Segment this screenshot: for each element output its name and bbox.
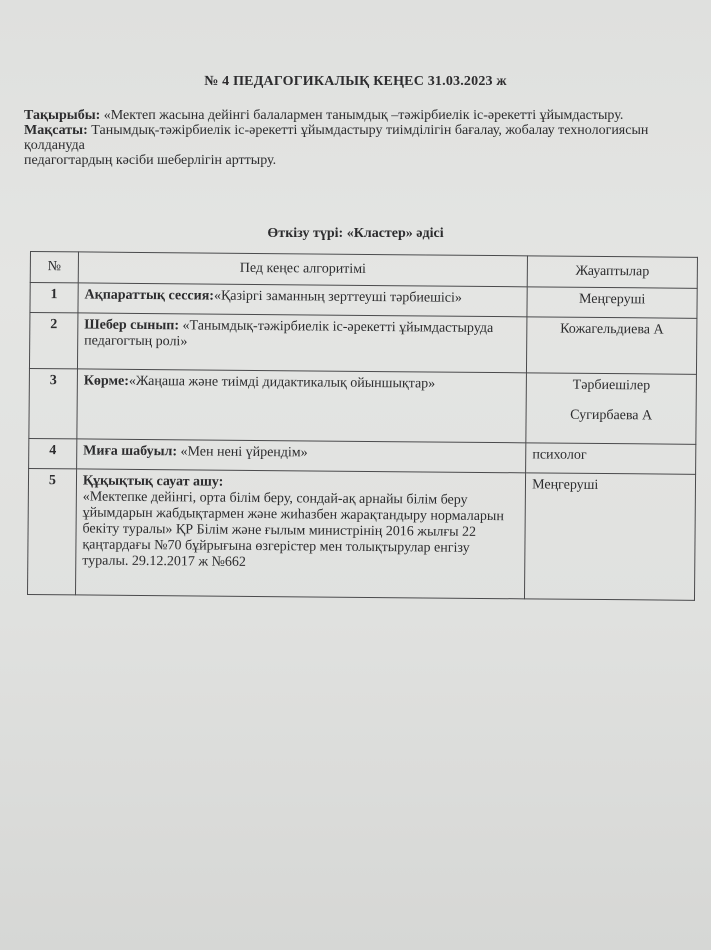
row-responsible	[526, 373, 696, 444]
row-number: 4	[29, 438, 77, 468]
document-title: № 4 ПЕДАГОГИКАЛЫҚ КЕҢЕС 31.03.2023 ж	[204, 74, 507, 89]
row-text: «Мектепке дейінгі, орта білім беру, сондай-ақ арнайы білім беру ұйымдарын жабдықтармен және жиһазбен жарақтандыру нормаларын бекіту туралы» ҚР Білім және ғылым министрінің 2016 жылғы 22 қаңтардағы №70 бұйрығына өзгерістер мен толықтырулар енгізу туралы. 29.12.2017 ж №662	[82, 489, 504, 570]
row-number: 1	[30, 283, 78, 313]
row-content	[77, 439, 526, 473]
goal-paragraph-continued: педагогтардың кәсіби шеберлігін арттыру.	[24, 153, 277, 168]
row-text: «Мен нені үйрендім»	[177, 444, 308, 461]
row-text: «Танымдық-тәжірбиелік іс-әрекетті ұйымдастыруда педагогтың ролі»	[84, 318, 494, 350]
row-bold-label: Ақпараттық сессия:	[84, 287, 215, 304]
row-text: «Жаңаша және тиімді дидактикалық ойыншықтар»	[128, 373, 436, 392]
table-row	[28, 468, 696, 600]
row-content	[78, 283, 527, 317]
row-responsible: Кожагельдиева А	[527, 317, 697, 374]
row-number: 2	[29, 313, 77, 369]
goal-paragraph	[24, 123, 664, 153]
responsible-line: Сугирбаева А	[570, 407, 653, 424]
row-number: 3	[29, 368, 78, 438]
row-content	[77, 313, 527, 373]
goal-text: Танымдық-тәжірбиелік іс-әрекетті ұйымдастыру тиімділігін бағалау, жобалау технологиясын қолдануда	[24, 123, 649, 153]
row-content	[77, 369, 527, 443]
row-text: «Қазіргі заманның зерттеуші тәрбиешісі»	[213, 288, 463, 306]
row-bold-label: Көрме:	[83, 373, 130, 389]
row-bold-label: Құқықтық сауат ашу:	[82, 473, 224, 490]
topic-label: Тақырыбы:	[24, 108, 101, 123]
row-bold-label: Миға шабуыл:	[83, 443, 178, 460]
algorithm-table	[27, 251, 698, 601]
row-responsible: Меңгеруші	[525, 473, 696, 600]
row-responsible: психолог	[526, 443, 696, 474]
topic-paragraph	[24, 108, 664, 123]
form-title: Өткізу түрі: «Кластер» әдісі	[267, 226, 444, 241]
responsible-line: Тәрбиешілер	[572, 377, 651, 394]
header-responsible: Жауаптылар	[527, 256, 697, 288]
row-content	[75, 469, 525, 599]
table-row	[29, 313, 696, 375]
topic-text: «Мектеп жасына дейінгі балалармен танымдық –тәжірбиелік іс-әрекетті ұйымдастыру.	[100, 108, 624, 123]
table-row	[29, 368, 697, 444]
row-bold-label: Шебер сынып:	[84, 317, 180, 334]
row-responsible: Меңгеруші	[527, 287, 697, 318]
header-algorithm: Пед кеңес алгоритімі	[78, 252, 527, 287]
intro-block	[24, 108, 664, 168]
row-number: 5	[28, 468, 77, 594]
header-number: №	[30, 252, 78, 283]
goal-label: Мақсаты:	[24, 123, 88, 138]
